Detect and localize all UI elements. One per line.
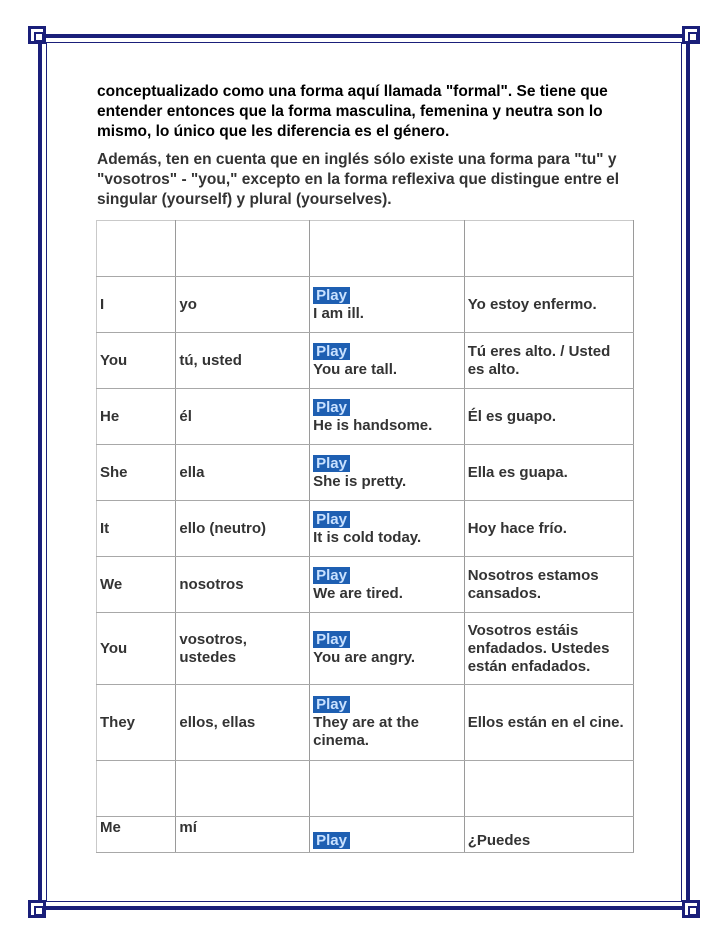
spanish-pronoun: nosotros: [176, 557, 310, 613]
table-row: [97, 277, 634, 333]
document-body: [97, 82, 637, 210]
translation: Yo estoy enfermo.: [464, 277, 633, 333]
table-row: [97, 685, 634, 761]
english-pronoun: She: [97, 445, 176, 501]
example-cell: [310, 613, 465, 685]
translation: Tú eres alto. / Usted es alto.: [464, 333, 633, 389]
english-pronoun: He: [97, 389, 176, 445]
example-cell: [310, 685, 465, 761]
corner-ornament: [682, 900, 700, 918]
english-pronoun: You: [97, 333, 176, 389]
spanish-pronoun: él: [176, 389, 310, 445]
play-button[interactable]: Play: [313, 832, 350, 849]
corner-ornament: [682, 26, 700, 44]
example-cell: [310, 333, 465, 389]
example-sentence: You are angry.: [313, 648, 416, 666]
translation: Él es guapo.: [464, 389, 633, 445]
pronoun-table: [96, 220, 634, 853]
example-sentence: I am ill.: [313, 304, 364, 322]
spanish-pronoun: tú, usted: [176, 333, 310, 389]
example-cell: [310, 817, 465, 853]
translation: Hoy hace frío.: [464, 501, 633, 557]
example-cell: [310, 389, 465, 445]
play-button[interactable]: Play: [313, 631, 350, 648]
translation: Nosotros estamos cansados.: [464, 557, 633, 613]
spanish-pronoun: ella: [176, 445, 310, 501]
table-row: [97, 389, 634, 445]
translation: ¿Puedes: [464, 817, 633, 853]
example-cell: [310, 557, 465, 613]
play-button[interactable]: Play: [313, 343, 350, 360]
play-button[interactable]: Play: [313, 696, 350, 713]
example-cell: [310, 277, 465, 333]
table-row: [97, 501, 634, 557]
example-sentence: You are tall.: [313, 360, 398, 378]
english-pronoun: We: [97, 557, 176, 613]
spanish-pronoun: ello (neutro): [176, 501, 310, 557]
table-row: [97, 333, 634, 389]
play-button[interactable]: Play: [313, 399, 350, 416]
play-button[interactable]: Play: [313, 567, 350, 584]
english-pronoun: You: [97, 613, 176, 685]
translation: Vosotros estáis enfadados. Ustedes están enfadados.: [464, 613, 633, 685]
table-spacer-row: [97, 761, 634, 817]
example-cell: [310, 445, 465, 501]
example-sentence: He is handsome.: [313, 416, 433, 434]
spanish-pronoun: yo: [176, 277, 310, 333]
table-row: [97, 613, 634, 685]
spanish-pronoun: ellos, ellas: [176, 685, 310, 761]
table-row: [97, 557, 634, 613]
corner-ornament: [28, 26, 46, 44]
corner-ornament: [28, 900, 46, 918]
table-header-row: [97, 221, 634, 277]
spanish-pronoun: vosotros, ustedes: [176, 613, 310, 685]
play-button[interactable]: Play: [313, 287, 350, 304]
example-sentence: We are tired.: [313, 584, 403, 602]
translation: Ellos están en el cine.: [464, 685, 633, 761]
english-pronoun: It: [97, 501, 176, 557]
paragraph: conceptualizado como una forma aquí llamada "formal". Se tiene que entender entonces que la forma masculina, femenina y neutra son lo mismo, lo único que les diferencia es el género.: [97, 83, 608, 140]
english-pronoun: They: [97, 685, 176, 761]
translation: Ella es guapa.: [464, 445, 633, 501]
english-pronoun: I: [97, 277, 176, 333]
example-sentence: They are at the cinema.: [313, 713, 419, 749]
play-button[interactable]: Play: [313, 455, 350, 472]
spanish-pronoun: mí: [176, 817, 310, 853]
example-sentence: She is pretty.: [313, 472, 407, 490]
english-pronoun: Me: [97, 817, 176, 853]
table-row: [97, 817, 634, 853]
paragraph: Además, ten en cuenta que en inglés sólo existe una forma para "tu" y "vosotros" - "you," excepto en la forma reflexiva que distingue entre el singular (yourself) y plural (yourselves).: [97, 151, 620, 208]
play-button[interactable]: Play: [313, 511, 350, 528]
example-cell: [310, 501, 465, 557]
table-row: [97, 445, 634, 501]
example-sentence: It is cold today.: [313, 528, 422, 546]
